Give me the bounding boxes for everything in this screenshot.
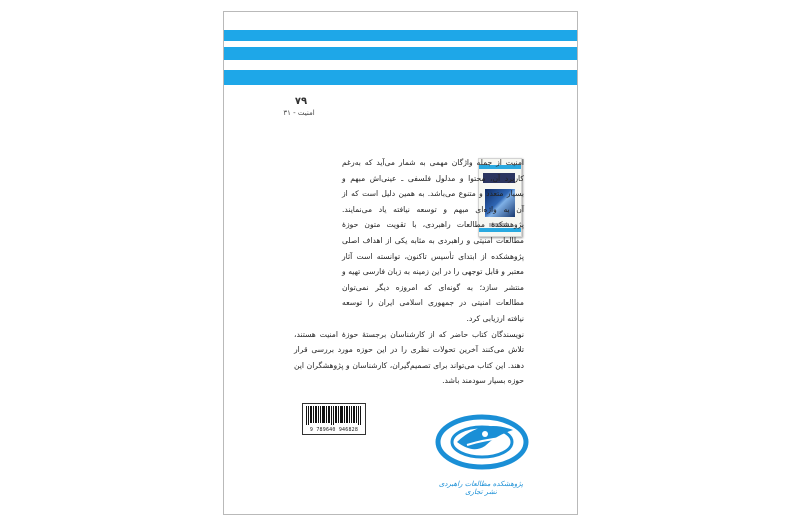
series-label: امنیت - ۳۱: [283, 109, 315, 117]
top-stripe-3: [224, 70, 577, 85]
blurb-paragraph-2: نویسندگان کتاب حاضر که از کارشناسان برجستۀ حوزۀ امنیت هستند، تلاش می‌کنند آخرین تحولات نظری را در این حوزه مورد بررسی قرار دهند. این کتاب می‌تواند برای تصمیم‌گیران، کارشناسان و پژوهشگران این حوزه بسیار سودمند باشد.: [294, 329, 524, 386]
isbn-number: 9 789640 946828: [309, 427, 359, 433]
blurb-paragraph-1: امنیت از جمله واژگان مهمی به شمار می‌آید که به‌رغم کاربرد آن، محتوا و مدلول فلسفی ـ عینی‌اش مبهم و بسیار متعدد و متنوع می‌باشد. به همین دلیل است که از آن به واژه‌ای مبهم و توسعه نیافته یاد می‌نمایند. پژوهشکدۀ مطالعات راهبردی، با تقویت متون حوزۀ مطالعات امنیتی و راهبردی به مثابه یکی از اهداف اصلی پژوهشکده از ابتدای تأسیس تاکنون، توانسته است آثار معتبر و قابل توجهی را در این زمینه به زبان فارسی تهیه و منتشر سازد؛ به گونه‌ای که امروزه دیگر نمی‌توان مطالعات امنیتی در جمهوری اسلامی ایران را توسعه نیافته ارزیابی کرد.: [342, 158, 524, 323]
publisher-name-main: پژوهشکده مطالعات راهبردی: [438, 480, 524, 488]
isbn-barcode: [302, 403, 366, 435]
publisher-name: [417, 480, 545, 496]
series-number: ۷۹: [294, 96, 308, 107]
publisher-logo: [427, 412, 537, 482]
barcode-bars: [306, 406, 362, 425]
blurb-text: [294, 155, 524, 389]
top-stripe-1: [224, 30, 577, 41]
publisher-name-sub: نشر تجاری: [465, 488, 497, 496]
book-back-cover: [223, 11, 578, 515]
top-stripe-2: [224, 47, 577, 60]
